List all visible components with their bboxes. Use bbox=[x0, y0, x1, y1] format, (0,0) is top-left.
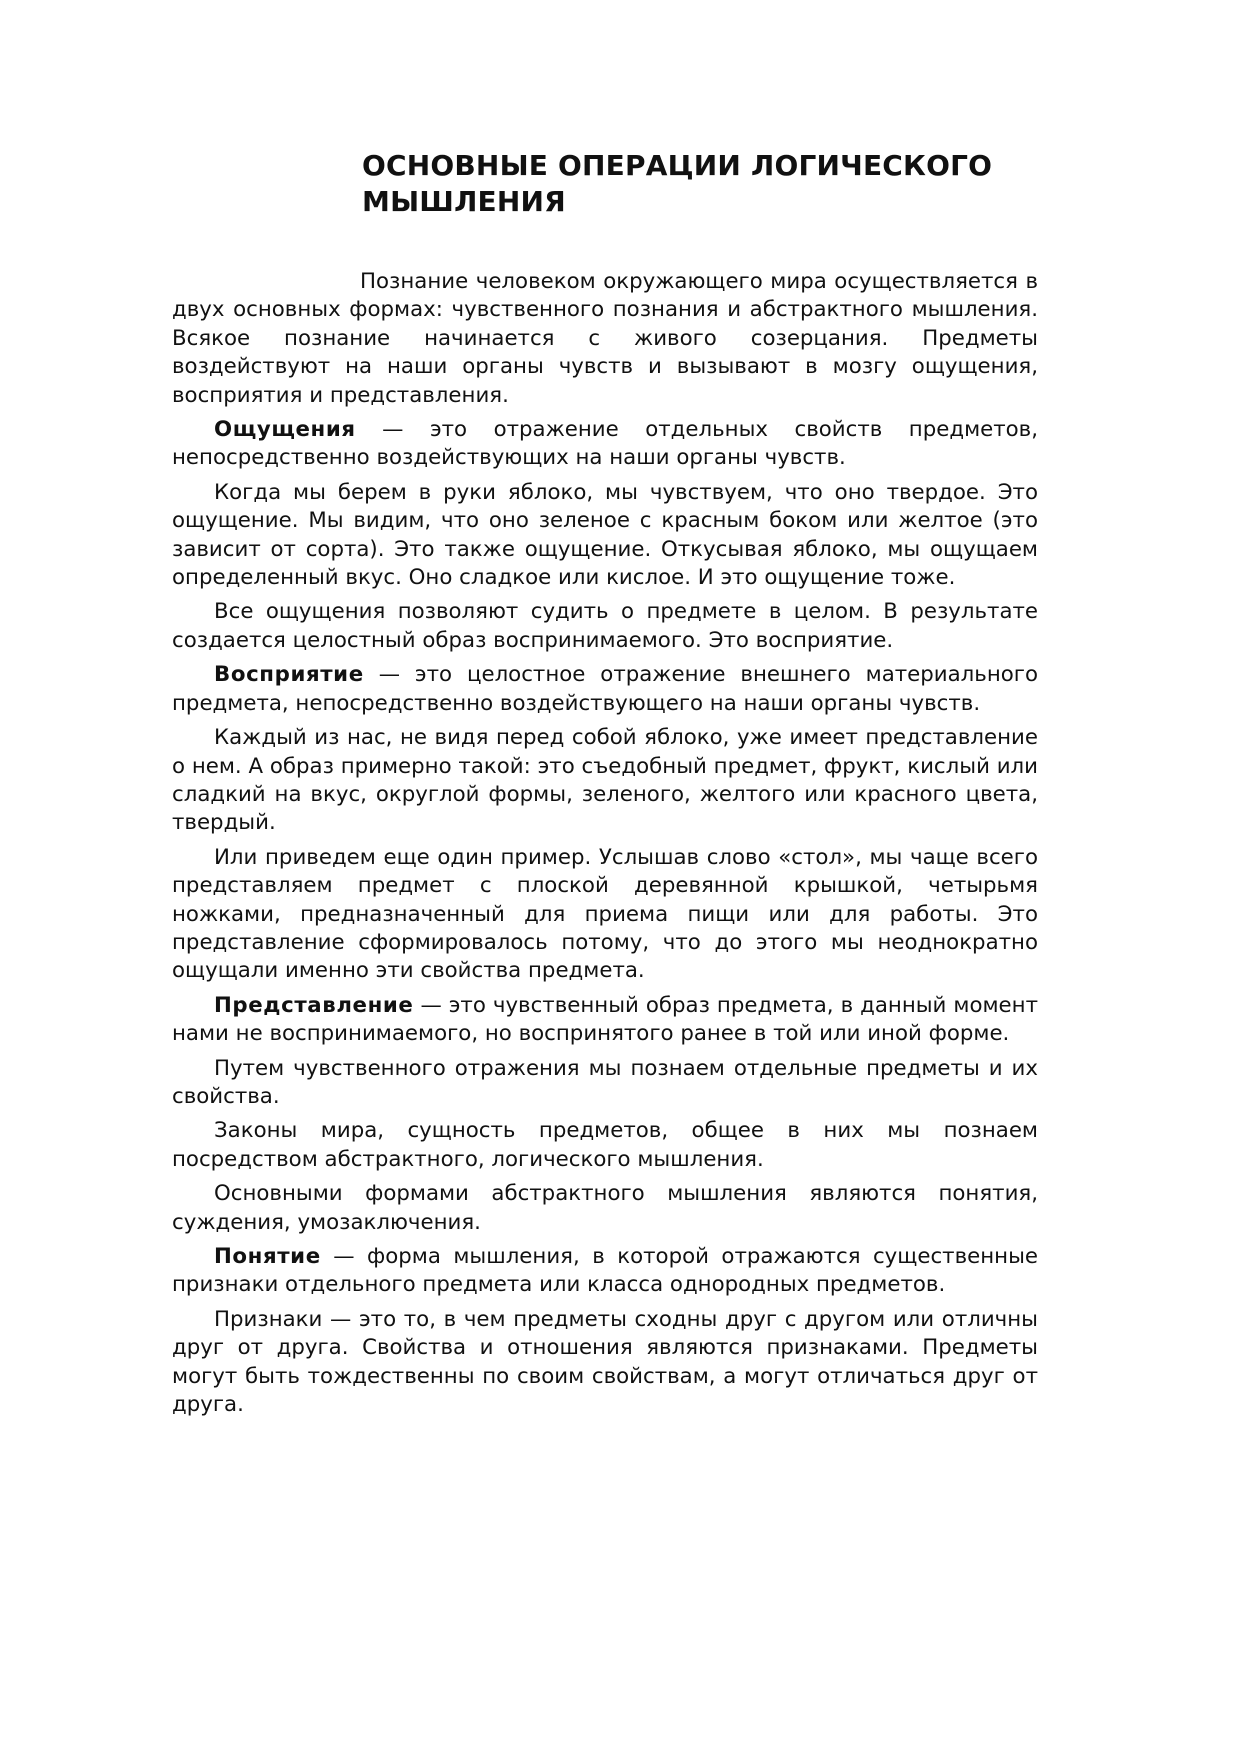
term-representation: Представление bbox=[214, 992, 414, 1018]
term-concept: Понятие bbox=[214, 1244, 321, 1269]
definition-concept: — форма мышления, в которой отражаются существенные признаки отдельного предмета или класса однородных предметов. bbox=[172, 1244, 1038, 1298]
definition-perception: — это целостное отражение внешнего материального предмета, непосредственно воздействующего на наши органы чувств. bbox=[172, 662, 1038, 716]
paragraph-intro: Познание человеком окружающего мира осуществляется в двух основных формах: чувственного познания и абстрактного мышления. Всякое познание начинается с живого созерцания. Предметы воздействуют на наши органы чувств и вызывают в мозгу ощущения, восприятия и представления. bbox=[172, 269, 1038, 408]
paragraph-attributes: Признаки — это то, в чем предметы сходны друг с другом или отличны друг от друга. Свойства и отношения являются признаками. Предметы могут быть тождественны по своим свойствам, а могут отличаться друг от друга. bbox=[172, 1306, 1038, 1418]
paragraph-perception-definition bbox=[172, 661, 1038, 718]
title-line-2: МЫШЛЕНИЯ bbox=[362, 185, 566, 218]
document-body bbox=[172, 268, 1038, 1425]
definition-sensation: — это отражение отдельных свойств предметов, непосредственно воздействующих на наши органы чувств. bbox=[172, 417, 1038, 471]
paragraph-abstract-forms: Основными формами абстрактного мышления являются понятия, суждения, умозаключения. bbox=[172, 1181, 1038, 1235]
paragraph-sensation-definition bbox=[172, 416, 1038, 473]
term-sensation: Ощущения bbox=[214, 417, 356, 443]
paragraph-apple-example: Когда мы берем в руки яблоко, мы чувствуем, что оно твердое. Это ощущение. Мы видим, что оно зеленое с красным боком или желтое (это зависит от сорта). Это также ощущение. Откусывая яблоко, мы ощущаем определенный вкус. Оно сладкое или кислое. И это ощущение тоже. bbox=[172, 479, 1038, 591]
paragraph-sensory-reflection: Путем чувственного отражения мы познаем отдельные предметы и их свойства. bbox=[172, 1055, 1038, 1109]
paragraph-laws-of-world: Законы мира, сущность предметов, общее в них мы познаем посредством абстрактного, логического мышления. bbox=[172, 1118, 1038, 1172]
title-line-1: ОСНОВНЫЕ ОПЕРАЦИИ ЛОГИЧЕСКОГО bbox=[362, 149, 993, 182]
paragraph-table-example: Или приведем еще один пример. Услышав слово «стол», мы чаще всего представляем предмет с плоской деревянной крышкой, четырьмя ножками, предназначенный для приема пищи или для работы. Это представление сформировалось потому, что до этого мы неоднократно ощущали именно эти свойства предмета. bbox=[172, 844, 1038, 984]
page-title bbox=[362, 148, 1062, 220]
definition-representation: — это чувственный образ предмета, в данный момент нами не воспринимаемого, но воспринятого ранее в той или иной форме. bbox=[172, 992, 1038, 1047]
paragraph-perception-intro: Все ощущения позволяют судить о предмете в целом. В результате создается целостный образ воспринимаемого. Это восприятие. bbox=[172, 599, 1038, 653]
paragraph-concept-definition bbox=[172, 1243, 1038, 1300]
paragraph-representation-apple: Каждый из нас, не видя перед собой яблоко, уже имеет представление о нем. А образ примерно такой: это съедобный предмет, фрукт, кислый или сладкий на вкус, округлой формы, зеленого, желтого или красного цвета, твердый. bbox=[172, 725, 1038, 836]
term-perception: Восприятие bbox=[214, 662, 364, 688]
paragraph-representation-definition bbox=[172, 992, 1038, 1049]
